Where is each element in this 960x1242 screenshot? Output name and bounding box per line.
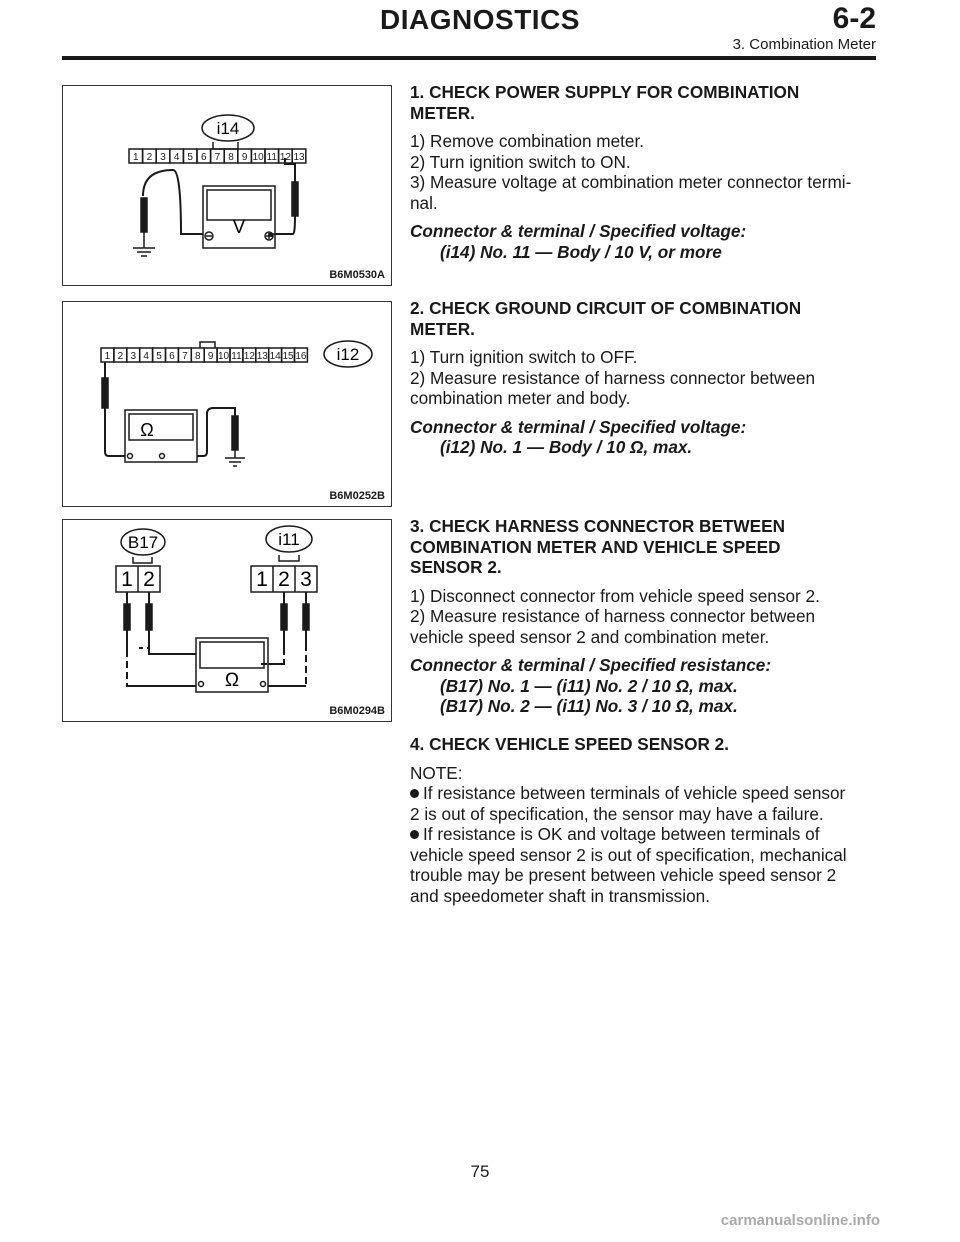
bullet-text: If resistance is OK and voltage between terminals of xyxy=(423,824,820,844)
spec-heading: Connector & terminal / Specified resistance: xyxy=(410,655,772,675)
pin-label: 1 xyxy=(121,568,133,591)
figure-power-supply-check xyxy=(62,85,392,286)
bullet-text: If resistance between terminals of vehicle speed sensor xyxy=(423,783,846,803)
pin-label: 2 xyxy=(117,351,124,362)
pin-label: 13 xyxy=(293,152,305,163)
meter-symbol: V xyxy=(232,217,246,238)
figure-code: B6M0530A xyxy=(329,269,385,281)
step-line: combination meter and body. xyxy=(410,388,631,408)
step-2 xyxy=(410,298,880,458)
spec-heading: Connector & terminal / Specified voltage: xyxy=(410,221,747,241)
connector-label-right: i11 xyxy=(278,530,300,549)
pin-label: 11 xyxy=(266,152,277,163)
step-line: 1) Remove combination meter. xyxy=(410,131,645,151)
step-title xyxy=(410,516,880,578)
step-title xyxy=(410,298,880,339)
figure-ground-circuit-check xyxy=(62,301,392,507)
page-header xyxy=(0,0,960,62)
pin-label: 13 xyxy=(256,351,268,362)
step-title-line: COMBINATION METER AND VEHICLE SPEED xyxy=(410,536,781,557)
pin-label: 8 xyxy=(194,351,201,362)
meter-symbol: Ω xyxy=(140,420,154,440)
pin-label: 1 xyxy=(104,351,111,362)
pin-label: 3 xyxy=(300,568,312,591)
spec-heading: Connector & terminal / Specified voltage: xyxy=(410,416,747,437)
step-1 xyxy=(410,82,880,262)
step-title-line: 4. CHECK VEHICLE SPEED SENSOR 2. xyxy=(410,734,730,754)
pin-label: 6 xyxy=(201,152,207,163)
step-line: 2) Measure resistance of harness connector between xyxy=(410,606,816,626)
note-label: NOTE: xyxy=(410,762,463,783)
pin-label: 7 xyxy=(214,152,221,163)
connector-label: i14 xyxy=(216,119,240,138)
pin-label: 1 xyxy=(256,568,268,591)
bullet-text: vehicle speed sensor 2 is out of specification, mechanical xyxy=(410,844,847,865)
meter-symbol: Ω xyxy=(224,670,240,691)
pin-label: 12 xyxy=(279,152,291,163)
pin-label: 7 xyxy=(182,351,188,362)
pin-label: 10 xyxy=(217,351,230,362)
step-line: 3) Measure voltage at combination meter connector termi- xyxy=(410,172,852,192)
step-title xyxy=(410,82,880,123)
step-title-line: 2. CHECK GROUND CIRCUIT OF COMBINATION xyxy=(410,298,802,318)
pin-label: 5 xyxy=(187,152,193,163)
wiring-diagram-resistance-ground xyxy=(63,302,391,506)
spec-value: (i14) No. 11 — Body / 10 V, or more xyxy=(440,241,722,262)
header-section-number: 6-2 xyxy=(832,2,876,35)
step-title-line: SENSOR 2. xyxy=(410,557,502,577)
connector-label-left: B17 xyxy=(127,533,159,552)
pin-label: 3 xyxy=(160,152,166,163)
pin-label: 9 xyxy=(207,351,214,362)
page-number: 75 xyxy=(470,1162,490,1181)
figure-code: B6M0294B xyxy=(329,705,385,717)
spec-value: (i12) No. 1 — Body / 10 Ω, max. xyxy=(440,437,693,457)
step-line: 1) Turn ignition switch to OFF. xyxy=(410,347,638,367)
pin-label: 14 xyxy=(269,351,281,362)
figure-code: B6M0252B xyxy=(329,490,385,502)
pin-label: 9 xyxy=(241,152,248,163)
pin-label: 3 xyxy=(130,351,137,362)
step-4 xyxy=(410,734,880,906)
pin-label: 11 xyxy=(231,351,242,362)
pin-label: 8 xyxy=(228,152,234,163)
header-subtitle: 3. Combination Meter xyxy=(732,36,876,53)
wiring-diagram-harness xyxy=(63,520,391,721)
pin-label: 16 xyxy=(295,351,307,362)
header-rule xyxy=(62,56,876,60)
bullet-text: trouble may be present between vehicle speed sensor 2 xyxy=(410,865,837,885)
step-title xyxy=(410,734,880,755)
bullet-icon xyxy=(410,830,419,839)
pin-label: 6 xyxy=(169,351,175,362)
note-bullet xyxy=(410,783,880,824)
pin-label: 10 xyxy=(252,152,264,163)
step-title-line: METER. xyxy=(410,318,475,339)
step-title-line: 1. CHECK POWER SUPPLY FOR COMBINATION xyxy=(410,82,800,102)
connector-label: i12 xyxy=(336,345,360,364)
step-line: nal. xyxy=(410,192,438,213)
step-line: 2) Turn ignition switch to ON. xyxy=(410,151,631,172)
pin-label: 1 xyxy=(133,152,139,163)
pin-label: 2 xyxy=(278,568,290,591)
pin-label: 15 xyxy=(282,351,294,362)
header-title: DIAGNOSTICS xyxy=(380,4,580,35)
step-title-line: 3. CHECK HARNESS CONNECTOR BETWEEN xyxy=(410,516,785,536)
bullet-icon xyxy=(410,789,419,798)
watermark: carmanualsonline.info xyxy=(720,1212,880,1229)
bullet-text: 2 is out of specification, the sensor may have a failure. xyxy=(410,803,824,824)
bullet-text: and speedometer shaft in transmission. xyxy=(410,885,710,906)
step-3 xyxy=(410,516,880,717)
spec-value: (B17) No. 1 — (i11) No. 2 / 10 Ω, max. xyxy=(440,675,738,696)
note-bullet xyxy=(410,824,880,906)
pin-label: 4 xyxy=(143,351,149,362)
step-title-line: METER. xyxy=(410,102,475,123)
pin-label: 5 xyxy=(156,351,162,362)
step-line: 2) Measure resistance of harness connector between xyxy=(410,367,816,388)
spec-value: (B17) No. 2 — (i11) No. 3 / 10 Ω, max. xyxy=(440,696,738,716)
pin-label: 2 xyxy=(146,152,153,163)
pin-label: 12 xyxy=(243,351,255,362)
pin-label: 2 xyxy=(143,568,155,591)
pin-label: 4 xyxy=(173,152,180,163)
figure-harness-connector-check xyxy=(62,519,392,722)
step-line: vehicle speed sensor 2 and combination meter. xyxy=(410,626,770,647)
wiring-diagram-voltage xyxy=(63,86,391,285)
step-line: 1) Disconnect connector from vehicle speed sensor 2. xyxy=(410,585,820,606)
